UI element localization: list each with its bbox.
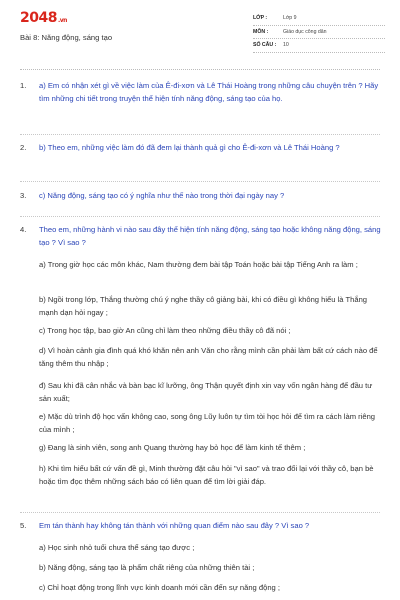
question-divider — [20, 512, 380, 513]
question-text[interactable]: b) Theo em, những việc làm đó đã đem lại thành quả gì cho Ê-đi-xơn và Lê Thái Hoàng ? — [39, 143, 340, 152]
question-text[interactable]: Theo em, những hành vi nào sau đây thể hiện tính năng động, sáng tạo hoặc không năng động, sáng tạo ? Vì sao ? — [39, 225, 381, 248]
question-divider — [20, 181, 380, 182]
logo-suffix: .vn — [57, 17, 67, 24]
meta-value: 10 — [283, 42, 289, 49]
question-item — [20, 223, 385, 250]
question-item — [20, 519, 385, 532]
answer-option: d) Vì hoàn cảnh gia đình quá khó khăn nên anh Văn cho rằng mình cần phải làm bất cứ cách nào để tăng thêm thu nhập ; — [39, 346, 378, 369]
answer-option: a) Trong giờ học các môn khác, Nam thường đem bài tập Toán hoặc bài tập Tiếng Anh ra làm ; — [39, 260, 358, 269]
meta-row-question-count — [253, 39, 385, 53]
answer-option: h) Khi tìm hiểu bất cứ vấn đề gì, Minh thường đặt câu hỏi "vì sao" và trao đổi lại với thầy cô, bạn bè hoặc tìm đọc thêm những sách báo có liên quan để tìm lời giải đáp. — [39, 464, 374, 487]
question-text[interactable]: c) Năng động, sáng tạo có ý nghĩa như thế nào trong thời đại ngày nay ? — [39, 191, 285, 200]
answer-option: b) Năng động, sáng tạo là phẩm chất riêng của những thiên tài ; — [39, 563, 255, 572]
meta-row-subject — [253, 26, 385, 40]
question-number: 1. — [20, 81, 27, 90]
answer-option: đ) Sau khi đã cân nhắc và bàn bạc kĩ lưỡng, ông Thận quyết định xin vay vốn ngân hàng để đầu tư sản xuất; — [39, 381, 373, 404]
meta-key: MÔN : — [253, 28, 269, 35]
answer-option: c) Chỉ hoạt động trong lĩnh vực kinh doanh mới cần đến sự năng động ; — [39, 583, 280, 592]
meta-value: Lớp 9 — [283, 15, 297, 22]
logo-text: 2048 — [20, 10, 57, 26]
header-divider — [20, 69, 380, 70]
site-logo[interactable] — [20, 10, 67, 26]
question-text[interactable]: Em tán thành hay không tán thành với những quan điểm nào sau đây ? Vì sao ? — [39, 521, 310, 530]
answer-option: g) Đang là sinh viên, song anh Quang thường hay bỏ học để làm kinh tế thêm ; — [39, 443, 306, 452]
question-divider — [20, 216, 380, 217]
question-text[interactable]: a) Em có nhận xét gì về việc làm của Ê-đi-xơn và Lê Thái Hoàng trong những câu chuyện trên ? Hãy tìm những chi tiết trong truyện thể hiện tính năng động, sáng tạo của họ. — [39, 81, 379, 104]
answer-option: b) Ngồi trong lớp, Thắng thường chú ý nghe thầy cô giảng bài, khi có điều gì không hiểu là Thắng mạnh dạn hỏi ngay ; — [39, 295, 368, 318]
lesson-title: Bài 8: Năng động, sáng tạo — [20, 33, 113, 42]
meta-info — [253, 12, 385, 53]
question-item — [20, 79, 385, 106]
answer-option: c) Trong học tập, bao giờ An cũng chỉ làm theo những điều thầy cô đã nói ; — [39, 326, 291, 335]
meta-value: Giáo dục công dân — [283, 28, 327, 35]
question-number: 2. — [20, 143, 27, 152]
page-header — [0, 0, 400, 70]
question-number: 3. — [20, 191, 27, 200]
meta-key: LỚP : — [253, 15, 268, 22]
question-number: 5. — [20, 521, 27, 530]
meta-row-grade — [253, 12, 385, 26]
question-item — [20, 141, 385, 154]
meta-key: SỐ CÂU : — [253, 42, 277, 49]
answer-option: e) Mặc dù trình độ học vấn không cao, song ông Lũy luôn tự tìm tòi học hỏi để tìm ra cách làm riêng của mình ; — [39, 412, 376, 435]
question-divider — [20, 134, 380, 135]
question-item — [20, 189, 385, 202]
answer-option: a) Học sinh nhỏ tuổi chưa thể sáng tạo được ; — [39, 543, 195, 552]
question-number: 4. — [20, 225, 27, 234]
